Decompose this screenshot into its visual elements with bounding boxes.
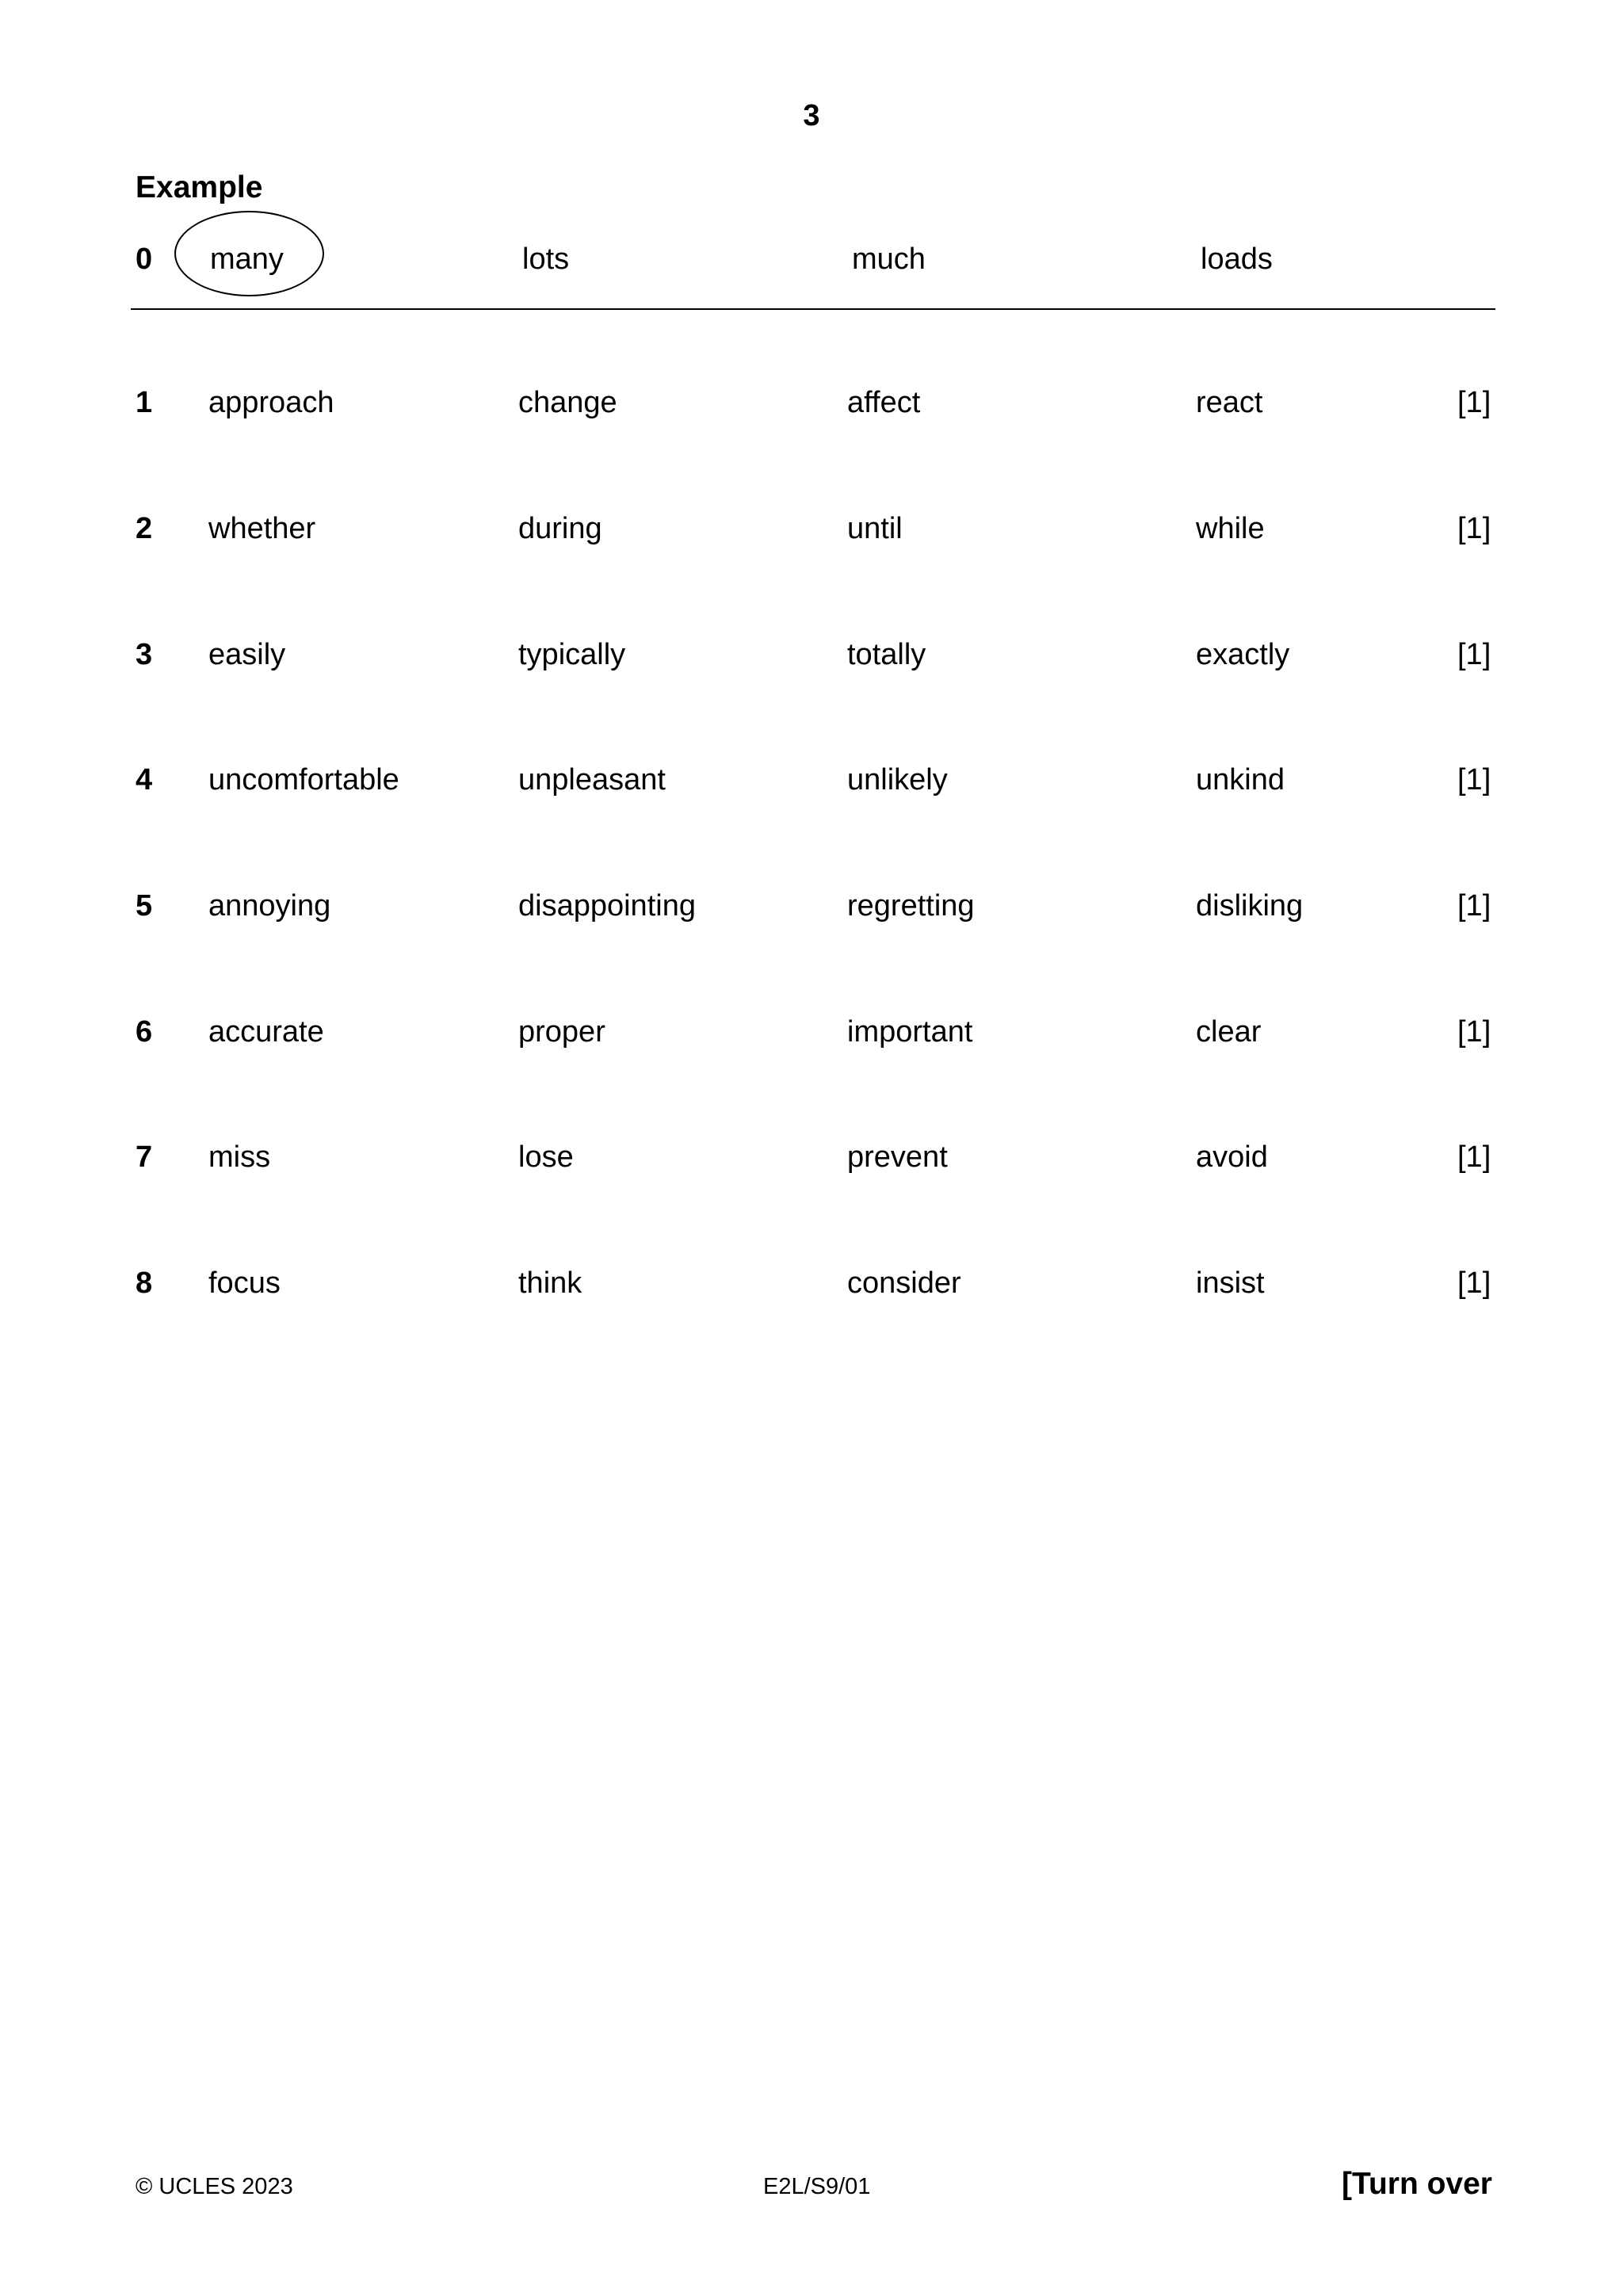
example-heading: Example: [136, 170, 263, 204]
question-mark: [1]: [1457, 889, 1491, 923]
question-mark: [1]: [1457, 1140, 1491, 1174]
question-row-4: [0, 760, 1623, 800]
option-2[interactable]: during: [518, 512, 602, 545]
option-1[interactable]: uncomfortable: [208, 763, 399, 797]
example-option-3: much: [852, 243, 926, 276]
question-number: 1: [136, 386, 153, 419]
question-row-7: [0, 1137, 1623, 1177]
example-number: 0: [136, 243, 153, 276]
question-number: 5: [136, 889, 153, 923]
question-row-1: [0, 383, 1623, 422]
footer-turn-over: [Turn over: [1342, 2167, 1492, 2201]
question-row-3: [0, 635, 1623, 674]
question-mark: [1]: [1457, 386, 1491, 419]
question-mark: [1]: [1457, 1015, 1491, 1049]
option-1[interactable]: miss: [208, 1140, 271, 1174]
option-4[interactable]: insist: [1196, 1266, 1265, 1300]
option-4[interactable]: avoid: [1196, 1140, 1268, 1174]
question-number: 7: [136, 1140, 153, 1174]
option-4[interactable]: exactly: [1196, 638, 1290, 671]
question-row-5: [0, 886, 1623, 926]
option-1[interactable]: accurate: [208, 1015, 324, 1049]
option-2[interactable]: lose: [518, 1140, 574, 1174]
question-mark: [1]: [1457, 1266, 1491, 1300]
example-option-1: many: [210, 243, 284, 276]
option-2[interactable]: typically: [518, 638, 626, 671]
option-2[interactable]: unpleasant: [518, 763, 666, 797]
option-4[interactable]: unkind: [1196, 763, 1285, 797]
question-row-6: [0, 1012, 1623, 1052]
page-number: 3: [803, 99, 820, 132]
question-number: 3: [136, 638, 153, 671]
option-4[interactable]: clear: [1196, 1015, 1262, 1049]
option-3[interactable]: consider: [847, 1266, 961, 1300]
option-3[interactable]: totally: [847, 638, 926, 671]
option-3[interactable]: until: [847, 512, 903, 545]
option-3[interactable]: regretting: [847, 889, 975, 923]
option-1[interactable]: whether: [208, 512, 316, 545]
option-3[interactable]: prevent: [847, 1140, 948, 1174]
example-option-4: loads: [1201, 243, 1273, 276]
question-mark: [1]: [1457, 763, 1491, 797]
option-4[interactable]: disliking: [1196, 889, 1304, 923]
option-1[interactable]: annoying: [208, 889, 331, 923]
question-number: 6: [136, 1015, 153, 1049]
option-3[interactable]: unlikely: [847, 763, 948, 797]
footer-copyright: © UCLES 2023: [136, 2174, 293, 2199]
option-1[interactable]: easily: [208, 638, 286, 671]
option-4[interactable]: react: [1196, 386, 1263, 419]
option-4[interactable]: while: [1196, 512, 1265, 545]
option-1[interactable]: focus: [208, 1266, 281, 1300]
question-mark: [1]: [1457, 512, 1491, 545]
question-number: 8: [136, 1266, 153, 1300]
option-2[interactable]: proper: [518, 1015, 605, 1049]
option-3[interactable]: affect: [847, 386, 921, 419]
footer-paper-code: E2L/S9/01: [763, 2174, 871, 2199]
example-answer-circle: [174, 211, 324, 296]
question-row-8: [0, 1263, 1623, 1303]
question-row-2: [0, 509, 1623, 548]
example-divider: [131, 308, 1495, 310]
option-3[interactable]: important: [847, 1015, 973, 1049]
option-2[interactable]: think: [518, 1266, 582, 1300]
question-mark: [1]: [1457, 638, 1491, 671]
example-option-2: lots: [522, 243, 570, 276]
question-number: 4: [136, 763, 153, 797]
question-number: 2: [136, 512, 153, 545]
option-2[interactable]: change: [518, 386, 617, 419]
option-2[interactable]: disappointing: [518, 889, 696, 923]
option-1[interactable]: approach: [208, 386, 334, 419]
